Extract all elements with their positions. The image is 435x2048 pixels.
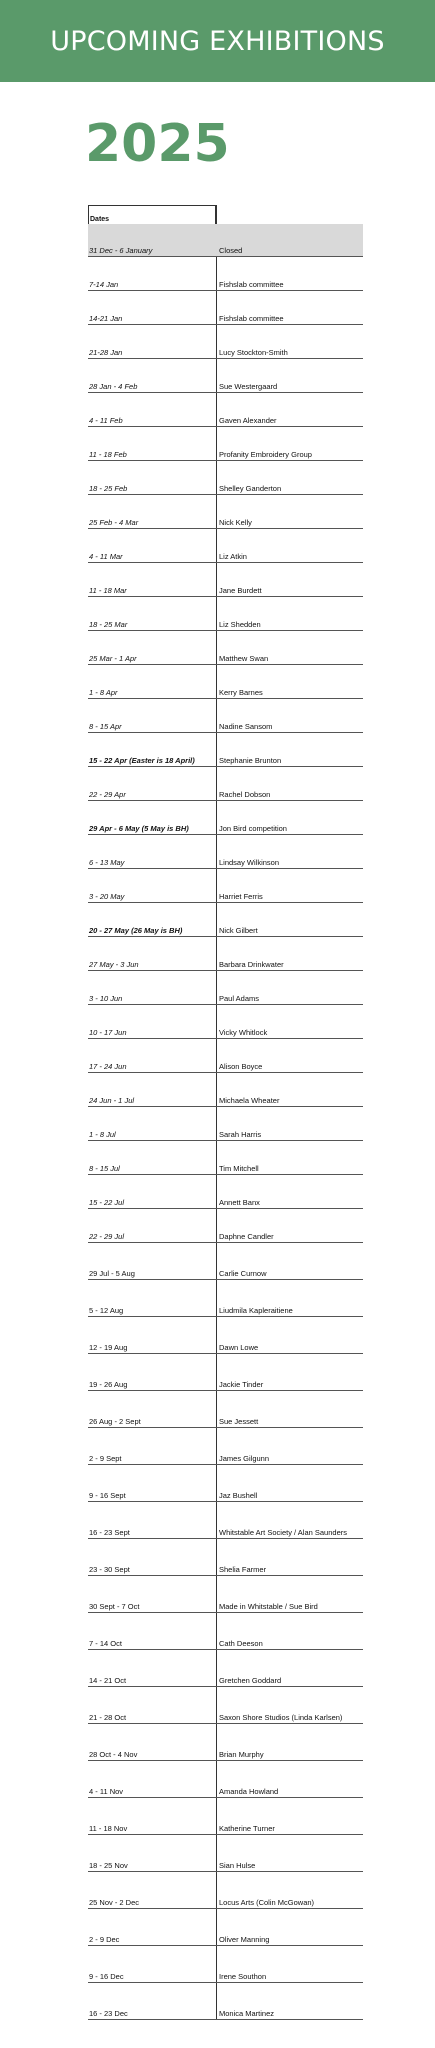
exhibition-dates: 22 - 29 Apr <box>89 790 126 799</box>
exhibition-dates: 22 - 29 Jul <box>89 1232 125 1241</box>
exhibitor-name: Whitstable Art Society / Alan Saunders <box>219 1528 347 1537</box>
table-row <box>88 563 363 597</box>
exhibition-dates: 4 - 11 Nov <box>89 1787 124 1796</box>
exhibitor-name: Jane Burdett <box>219 586 262 595</box>
table-row <box>88 1354 363 1391</box>
exhibition-dates: 26 Aug - 2 Sept <box>89 1417 141 1426</box>
table-row <box>88 631 363 665</box>
exhibition-dates: 18 - 25 Mar <box>89 620 128 629</box>
exhibitor-name: Jaz Bushell <box>219 1491 258 1500</box>
exhibition-dates: 31 Dec - 6 January <box>89 246 153 255</box>
exhibition-dates: 9 - 16 Sept <box>89 1491 126 1500</box>
exhibitor-name: Katherine Turner <box>219 1824 275 1833</box>
exhibitor-name: Nadine Sansom <box>219 722 273 731</box>
table-row <box>88 1798 363 1835</box>
exhibitor-name: Profanity Embroidery Group <box>219 450 312 459</box>
exhibitor-name: Tim Mitchell <box>219 1164 259 1173</box>
table-row <box>88 1243 363 1280</box>
exhibitor-name: Gaven Alexander <box>219 416 277 425</box>
exhibitor-name: Alison Boyce <box>219 1062 263 1071</box>
table-row <box>88 1983 363 2020</box>
exhibition-dates: 7-14 Jan <box>89 280 119 289</box>
exhibitor-name: Liz Atkin <box>219 552 247 561</box>
exhibition-dates: 7 - 14 Oct <box>89 1639 122 1648</box>
table-row <box>88 427 363 461</box>
table-row <box>88 801 363 835</box>
page-banner <box>0 0 435 82</box>
table-row <box>88 1835 363 1872</box>
dates-header: Dates <box>90 216 110 223</box>
table-row <box>88 869 363 903</box>
exhibition-dates: 16 - 23 Sept <box>89 1528 130 1537</box>
exhibition-schedule-table <box>88 205 363 2020</box>
exhibition-dates: 2 - 9 Sept <box>89 1454 122 1463</box>
table-row <box>88 767 363 801</box>
table-row <box>88 393 363 427</box>
table-row <box>88 1073 363 1107</box>
table-row <box>88 937 363 971</box>
exhibitor-name: Monica Martinez <box>219 2009 275 2018</box>
exhibition-dates: 11 - 18 Feb <box>89 450 127 459</box>
table-row <box>88 1724 363 1761</box>
exhibitor-name: Closed <box>219 246 243 255</box>
exhibition-dates: 25 Mar - 1 Apr <box>89 654 137 663</box>
exhibitor-name: Gretchen Goddard <box>219 1676 282 1685</box>
exhibition-dates: 18 - 25 Feb <box>89 484 128 493</box>
exhibition-dates: 1 - 8 Jul <box>89 1130 116 1139</box>
exhibition-dates: 28 Jan - 4 Feb <box>89 382 138 391</box>
exhibition-dates: 11 - 18 Nov <box>89 1824 128 1833</box>
exhibitor-name: Fishslab committee <box>219 314 284 323</box>
exhibitor-name: Amanda Howland <box>219 1787 279 1796</box>
exhibition-dates: 15 - 22 Apr (Easter is 18 April) <box>89 756 195 765</box>
table-row <box>88 1687 363 1724</box>
table-row <box>88 1391 363 1428</box>
exhibition-dates: 20 - 27 May (26 May is BH) <box>89 926 183 935</box>
exhibition-dates: 8 - 15 Jul <box>89 1164 120 1173</box>
table-row <box>88 597 363 631</box>
exhibition-dates: 14 - 21 Oct <box>89 1676 127 1685</box>
exhibitor-name: Shelia Farmer <box>219 1565 267 1574</box>
table-row <box>88 699 363 733</box>
exhibition-dates: 21 - 28 Oct <box>89 1713 127 1722</box>
exhibition-dates: 4 - 11 Feb <box>89 416 123 425</box>
exhibitor-name: Dawn Lowe <box>219 1343 259 1352</box>
exhibitor-name: Carlie Curnow <box>219 1269 267 1278</box>
exhibition-dates: 4 - 11 Mar <box>89 552 123 561</box>
exhibitor-name: Nick Gilbert <box>219 926 258 935</box>
exhibition-dates: 24 Jun - 1 Jul <box>89 1096 135 1105</box>
exhibition-dates: 25 Nov - 2 Dec <box>89 1898 140 1907</box>
exhibition-dates: 27 May - 3 Jun <box>89 960 139 969</box>
table-row <box>88 1317 363 1354</box>
table-row <box>88 1107 363 1141</box>
exhibitor-name: Barbara Drinkwater <box>219 960 284 969</box>
exhibitor-name: Jackie Tinder <box>219 1380 264 1389</box>
table-row <box>88 1539 363 1576</box>
table-row <box>88 1039 363 1073</box>
exhibition-dates: 21-28 Jan <box>89 348 123 357</box>
table-row <box>88 529 363 563</box>
table-row <box>88 257 363 291</box>
exhibitor-name: Daphne Candler <box>219 1232 274 1241</box>
exhibition-dates: 19 - 26 Aug <box>89 1380 128 1389</box>
exhibition-dates: 9 - 16 Dec <box>89 1972 124 1981</box>
year-heading: 2025 <box>85 114 230 174</box>
table-row <box>88 224 363 257</box>
exhibitor-name: Fishslab committee <box>219 280 284 289</box>
table-row <box>88 1946 363 1983</box>
exhibition-dates: 1 - 8 Apr <box>89 688 118 697</box>
table-row <box>88 665 363 699</box>
table-row <box>88 495 363 529</box>
table-row <box>88 1005 363 1039</box>
exhibitor-name: Kerry Barnes <box>219 688 263 697</box>
exhibition-dates: 5 - 12 Aug <box>89 1306 124 1315</box>
table-row <box>88 359 363 393</box>
table-row <box>88 291 363 325</box>
table-row <box>88 1502 363 1539</box>
exhibitor-name: Brian Murphy <box>219 1750 264 1759</box>
exhibition-dates: 15 - 22 Jul <box>89 1198 125 1207</box>
exhibitor-name: Sarah Harris <box>219 1130 262 1139</box>
exhibitor-name: Liudmila Kapleraitiene <box>219 1306 293 1315</box>
exhibitor-name: Harriet Ferris <box>219 892 263 901</box>
table-row <box>88 1761 363 1798</box>
exhibition-dates: 30 Sept - 7 Oct <box>89 1602 140 1611</box>
table-row <box>88 971 363 1005</box>
table-body <box>88 224 363 2020</box>
exhibition-dates: 29 Apr - 6 May (5 May is BH) <box>89 824 189 833</box>
exhibitor-name: Rachel Dobson <box>219 790 271 799</box>
exhibitor-name: Saxon Shore Studios (Linda Karlsen) <box>219 1713 343 1722</box>
table-row <box>88 1209 363 1243</box>
exhibition-dates: 10 - 17 Jun <box>89 1028 127 1037</box>
banner-title: UPCOMING EXHIBITIONS <box>50 25 385 57</box>
exhibitor-name: Made in Whitstable / Sue Bird <box>219 1602 318 1611</box>
exhibition-dates: 12 - 19 Aug <box>89 1343 128 1352</box>
table-row <box>88 1465 363 1502</box>
exhibition-dates: 29 Jul - 5 Aug <box>89 1269 135 1278</box>
exhibition-dates: 17 - 24 Jun <box>89 1062 127 1071</box>
table-row <box>88 1650 363 1687</box>
exhibitor-name: Jon Bird competition <box>219 824 287 833</box>
exhibition-dates: 18 - 25 Nov <box>89 1861 128 1870</box>
table-row <box>88 1613 363 1650</box>
exhibition-dates: 11 - 18 Mar <box>89 586 127 595</box>
exhibitor-name: Annett Banx <box>219 1198 260 1207</box>
exhibitor-name: Sian Hulse <box>219 1861 256 1870</box>
exhibitor-name: Paul Adams <box>219 994 260 1003</box>
table-row <box>88 835 363 869</box>
exhibition-dates: 6 - 13 May <box>89 858 125 867</box>
exhibitor-name: Vicky Whitlock <box>219 1028 268 1037</box>
exhibitor-name: Sue Westergaard <box>219 382 278 391</box>
table-row <box>88 1141 363 1175</box>
exhibitor-name: Shelley Ganderton <box>219 484 282 493</box>
exhibition-dates: 3 - 20 May <box>89 892 125 901</box>
exhibition-dates: 23 - 30 Sept <box>89 1565 130 1574</box>
exhibitor-name: Cath Deeson <box>219 1639 263 1648</box>
table-row <box>88 1872 363 1909</box>
table-row <box>88 733 363 767</box>
table-row <box>88 461 363 495</box>
exhibition-dates: 8 - 15 Apr <box>89 722 122 731</box>
exhibitor-name: Oliver Manning <box>219 1935 270 1944</box>
table-row <box>88 1175 363 1209</box>
table-row <box>88 903 363 937</box>
table-header <box>88 205 216 224</box>
exhibitor-name: Matthew Swan <box>219 654 269 663</box>
exhibitor-name: Lucy Stockton-Smith <box>219 348 288 357</box>
table-row <box>88 1909 363 1946</box>
exhibitor-name: Nick Kelly <box>219 518 252 527</box>
table-row <box>88 1280 363 1317</box>
exhibitor-name: Locus Arts (Colin McGowan) <box>219 1898 315 1907</box>
exhibition-dates: 28 Oct - 4 Nov <box>89 1750 138 1759</box>
exhibitor-name: Michaela Wheater <box>219 1096 280 1105</box>
table-row <box>88 325 363 359</box>
exhibition-dates: 14-21 Jan <box>89 314 123 323</box>
exhibitor-name: Irene Southon <box>219 1972 267 1981</box>
table-row <box>88 1576 363 1613</box>
exhibition-dates: 3 - 10 Jun <box>89 994 123 1003</box>
exhibitor-name: Stephanie Brunton <box>219 756 282 765</box>
table-row <box>88 1428 363 1465</box>
exhibitor-name: James Gilgunn <box>219 1454 270 1463</box>
exhibition-dates: 25 Feb - 4 Mar <box>89 518 139 527</box>
exhibitor-name: Lindsay Wilkinson <box>219 858 280 867</box>
exhibitor-name: Sue Jessett <box>219 1417 259 1426</box>
exhibitor-name: Liz Shedden <box>219 620 261 629</box>
exhibition-dates: 16 - 23 Dec <box>89 2009 128 2018</box>
exhibition-dates: 2 - 9 Dec <box>89 1935 120 1944</box>
